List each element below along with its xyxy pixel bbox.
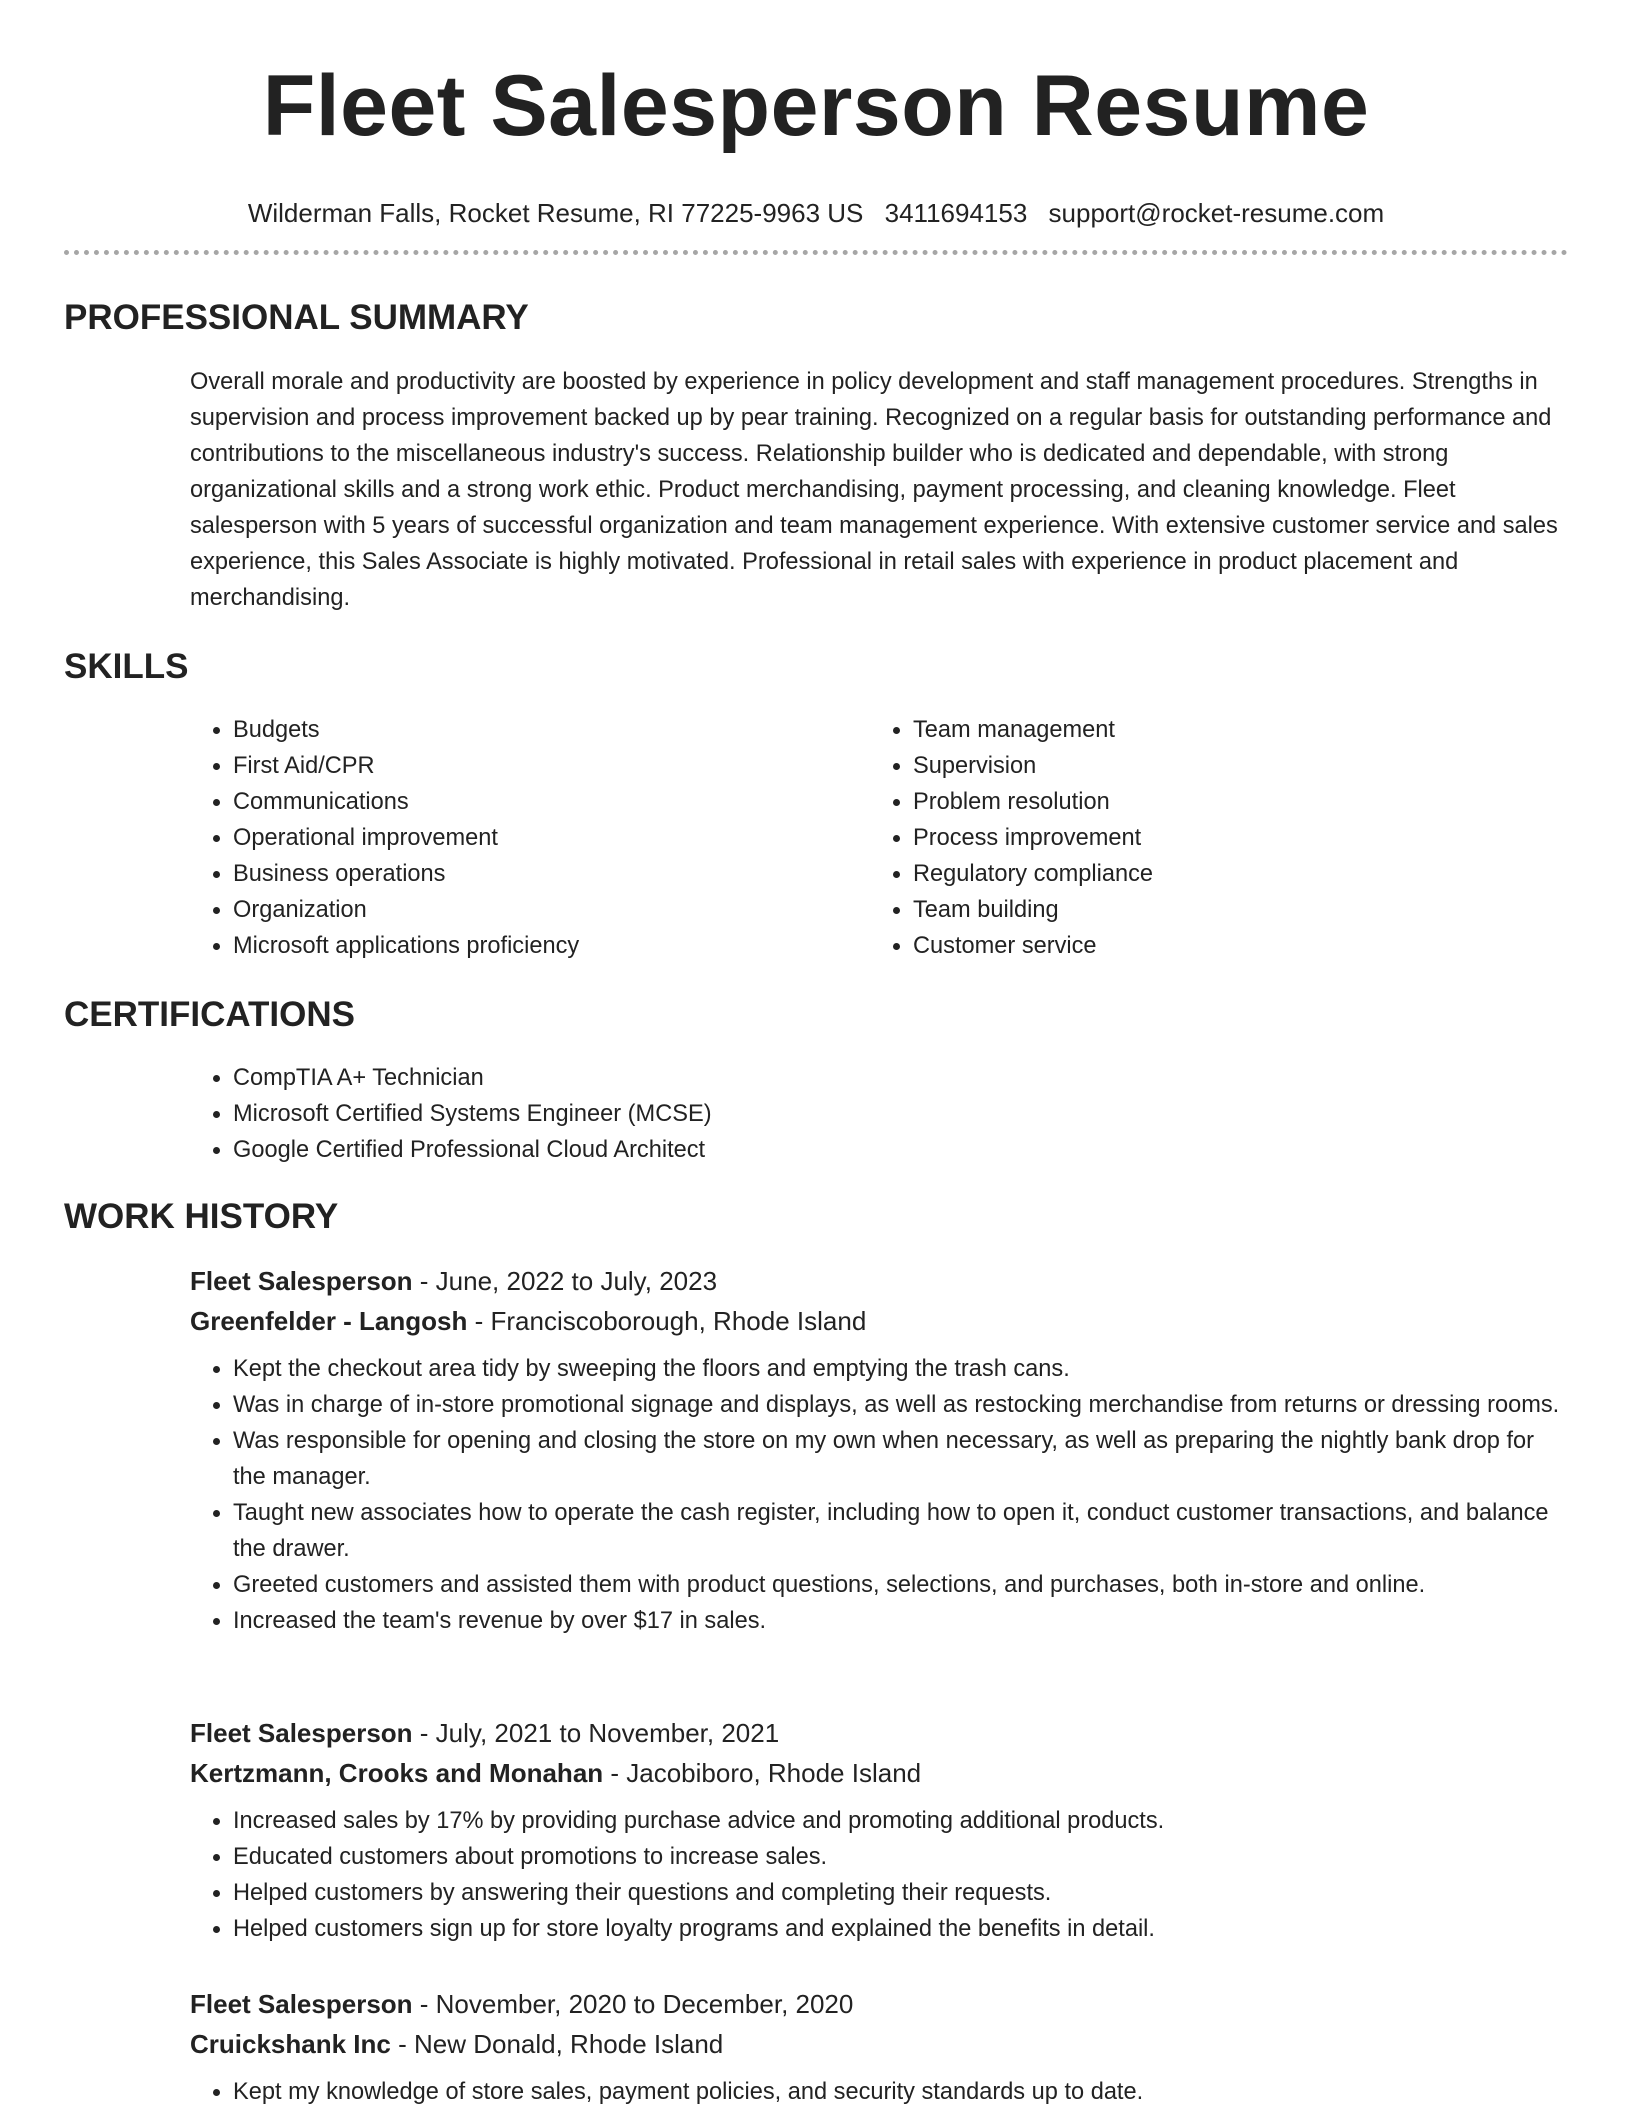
skills-list-left: [190, 712, 830, 964]
skill-item: • Supervision: [913, 748, 1510, 784]
skill-item: • Team building: [913, 892, 1510, 928]
certifications-block: [190, 1060, 1190, 1168]
job-dates: - June, 2022 to July, 2023: [412, 1266, 718, 1296]
job-title-line: [190, 1261, 1568, 1301]
skill-item: • First Aid/CPR: [233, 748, 830, 784]
job-duty: • Taught new associates how to operate the cash register, including how to open it, conduct customer transactions, and balance the drawer.: [233, 1495, 1568, 1567]
skill-item: • Team management: [913, 712, 1510, 748]
skill-item: • Budgets: [233, 712, 830, 748]
job-duties-list: [190, 1803, 1568, 1947]
job-entry: [190, 1984, 1568, 2110]
skills-column-left: [190, 712, 830, 964]
contact-email: support@rocket-resume.com: [1048, 198, 1385, 228]
skills-heading: SKILLS: [64, 647, 189, 686]
skill-item: • Communications: [233, 784, 830, 820]
work-history-heading: WORK HISTORY: [64, 1197, 339, 1236]
skills-column-right: [870, 712, 1510, 964]
certifications-list: [190, 1060, 1190, 1168]
contact-phone: 3411694153: [884, 198, 1028, 228]
job-title-line: [190, 1984, 1568, 2024]
skill-item: • Customer service: [913, 928, 1510, 964]
certifications-heading: CERTIFICATIONS: [64, 995, 356, 1034]
job-title: Fleet Salesperson: [190, 1718, 413, 1748]
header-divider: [64, 250, 1568, 255]
summary-heading: PROFESSIONAL SUMMARY: [64, 298, 529, 337]
job-entry: [190, 1713, 1568, 1947]
job-company-line: [190, 2024, 1568, 2064]
job-duty: • Increased sales by 17% by providing purchase advice and promoting additional products.: [233, 1803, 1568, 1839]
job-title-line: [190, 1713, 1568, 1753]
certification-item: • Google Certified Professional Cloud Architect: [233, 1132, 1190, 1168]
job-duty: • Was responsible for opening and closing the store on my own when necessary, as well as preparing the nightly bank drop for the manager.: [233, 1423, 1568, 1495]
skill-item: • Operational improvement: [233, 820, 830, 856]
summary-text: Overall morale and productivity are boosted by experience in policy development and staff management procedures. Strengths in supervision and process improvement backed up by pear training. Recognized on a regular basis for outstanding performance and contributions to the miscellaneous industry's success. Relationship builder who is dedicated and dependable, with strong organizational skills and a strong work ethic. Product merchandising, payment processing, and cleaning knowledge. Fleet salesperson with 5 years of successful organization and team management experience. With extensive customer service and sales experience, this Sales Associate is highly motivated. Professional in retail sales with experience in product placement and merchandising.: [190, 369, 1558, 611]
skill-item: • Organization: [233, 892, 830, 928]
job-dates: - November, 2020 to December, 2020: [412, 1989, 854, 2019]
skill-item: • Problem resolution: [913, 784, 1510, 820]
job-location: - Jacobiboro, Rhode Island: [603, 1758, 922, 1788]
job-duty: • Educated customers about promotions to increase sales.: [233, 1839, 1568, 1875]
job-dates: - July, 2021 to November, 2021: [412, 1718, 780, 1748]
skill-item: • Business operations: [233, 856, 830, 892]
job-duty: • Increased the team's revenue by over $17 in sales.: [233, 1603, 1568, 1639]
job-company: Cruickshank Inc: [190, 2029, 391, 2059]
job-duty: • Helped customers by answering their questions and completing their requests.: [233, 1875, 1568, 1911]
skill-item: • Regulatory compliance: [913, 856, 1510, 892]
contact-address: Wilderman Falls, Rocket Resume, RI 77225-9963 US: [247, 198, 864, 228]
skills-list-right: [870, 712, 1510, 964]
job-company-line: [190, 1301, 1568, 1341]
job-location: - Franciscoborough, Rhode Island: [467, 1306, 867, 1336]
job-title: Fleet Salesperson: [190, 1266, 413, 1296]
job-company: Kertzmann, Crooks and Monahan: [190, 1758, 604, 1788]
job-duty: • Greeted customers and assisted them with product questions, selections, and purchases, both in-store and online.: [233, 1567, 1568, 1603]
certification-item: • Microsoft Certified Systems Engineer (MCSE): [233, 1096, 1190, 1132]
skill-item: • Microsoft applications proficiency: [233, 928, 830, 964]
skill-item: • Process improvement: [913, 820, 1510, 856]
job-title: Fleet Salesperson: [190, 1989, 413, 2019]
job-duty: • Helped customers sign up for store loyalty programs and explained the benefits in detail.: [233, 1911, 1568, 1947]
resume-header: [0, 0, 1632, 230]
job-entry: [190, 1261, 1568, 1639]
job-company-line: [190, 1753, 1568, 1793]
job-company: Greenfelder - Langosh: [190, 1306, 468, 1336]
resume-title: Fleet Salesperson Resume: [262, 58, 1370, 154]
contact-line: [0, 196, 1632, 230]
job-duties-list: [190, 2074, 1568, 2110]
job-duty: • Was in charge of in-store promotional signage and displays, as well as restocking merchandise from returns or dressing rooms.: [233, 1387, 1568, 1423]
job-location: - New Donald, Rhode Island: [390, 2029, 724, 2059]
job-duty: • Kept the checkout area tidy by sweeping the floors and emptying the trash cans.: [233, 1351, 1568, 1387]
job-duties-list: [190, 1351, 1568, 1639]
job-duty: • Kept my knowledge of store sales, payment policies, and security standards up to date.: [233, 2074, 1568, 2110]
certification-item: • CompTIA A+ Technician: [233, 1060, 1190, 1096]
